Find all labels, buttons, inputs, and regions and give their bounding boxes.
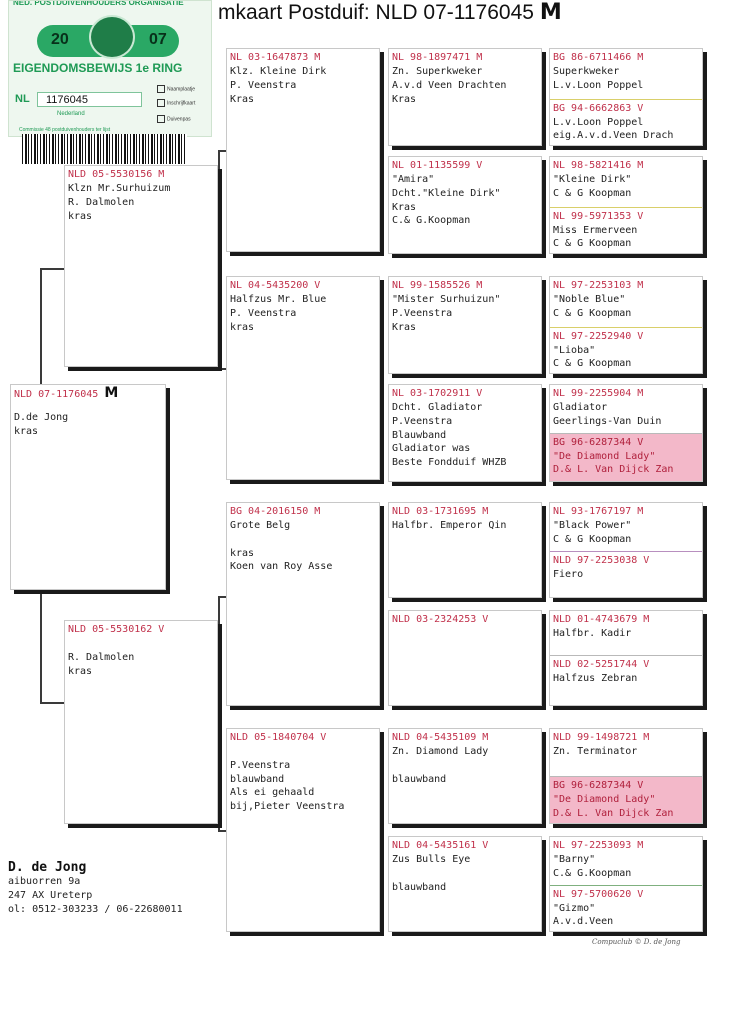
ring-number: NLD 01-4743679 M: [553, 614, 650, 625]
pedigree-grandparent: [226, 502, 380, 706]
ring-number: NLD 05-5530156 M: [68, 169, 165, 180]
ring-number: NL 97-2253103 M: [553, 280, 644, 291]
ring-number: NL 04-5435200 V: [230, 280, 321, 291]
ring-number: NL 03-1702911 V: [392, 388, 483, 399]
bird-details: Miss Ermerveen C & G Koopman: [553, 224, 638, 250]
card-ring-number: 1176045: [37, 92, 142, 107]
ring-number: NLD 04-5435109 M: [392, 732, 489, 743]
pair-divider: [550, 776, 702, 824]
pair-divider: [550, 327, 702, 372]
ownership-card: [8, 0, 212, 137]
card-year-left: 20: [51, 31, 69, 48]
card-footer: Commissie 48 postduivenhouders ter lijst: [19, 127, 111, 133]
pair-divider: [550, 655, 702, 686]
pedigree-sire: [64, 165, 218, 367]
page-title: [218, 0, 562, 25]
bird-details: Zn. Diamond Lady blauwband: [392, 746, 489, 785]
pedigree-great-grandparent: [388, 610, 542, 706]
pedigree-great-grandparent: [388, 156, 542, 254]
bird-details: Zn. Superkweker A.v.d Veen Drachten Kras: [392, 66, 507, 105]
ring-number: NLD 07-1176045 M: [14, 385, 119, 401]
bird-details: Zus Bulls Eye blauwband: [392, 854, 471, 893]
ring-number: BG 96-6287344 V: [553, 436, 644, 448]
ring-number: NL 99-5971353 V: [553, 210, 644, 222]
card-option: Duivenpas: [157, 115, 191, 123]
card-org: NED. POSTDUIVENHOUDERS ORGANISATIE: [13, 0, 184, 7]
pedigree-great-grandparent: [388, 384, 542, 482]
bird-details: Zn. Terminator: [553, 746, 638, 757]
pedigree-dam: [64, 620, 218, 824]
pedigree-great-grandparent: [388, 836, 542, 932]
card-emblem-icon: [89, 15, 135, 59]
pedigree-gen4-pair: [549, 384, 703, 482]
ring-number: NLD 97-2253038 V: [553, 554, 650, 566]
bird-details: "Noble Blue" C & G Koopman: [553, 294, 632, 319]
ring-number: NLD 04-5435161 V: [392, 840, 489, 851]
pedigree-gen4-pair: [549, 48, 703, 146]
bird-details: Halfbr. Kadir: [553, 628, 632, 639]
bird-details: Superkweker L.v.Loon Poppel: [553, 66, 644, 91]
connector-line: [40, 702, 66, 704]
bird-details: Halfzus Zebran: [553, 672, 638, 684]
copyright: Compuclub © D. de Jong: [592, 938, 681, 946]
pedigree-gen4-pair: [549, 276, 703, 374]
ring-number: BG 04-2016150 M: [230, 506, 321, 517]
ring-number: NL 98-5821416 M: [553, 160, 644, 171]
card-heading: EIGENDOMSBEWIJS 1e RING: [13, 61, 183, 75]
pedigree-grandparent: [226, 276, 380, 480]
card-country-code: NL: [15, 93, 30, 105]
bird-details: "Mister Surhuizun" P.Veenstra Kras: [392, 294, 501, 333]
pedigree-subject: [10, 384, 166, 590]
pedigree-great-grandparent: [388, 276, 542, 374]
bird-details: L.v.Loon Poppel eig.A.v.d.Veen Drach: [553, 116, 674, 142]
card-country-name: Nederland: [57, 111, 85, 117]
bird-details: "De Diamond Lady" D.& L. Van Dijck Zan: [553, 793, 674, 819]
pedigree-great-grandparent: [388, 728, 542, 824]
ring-number: NL 97-2253093 M: [553, 840, 644, 851]
bird-details: Dcht. Gladiator P.Veenstra Blauwband Gladiator was Beste Fondduif WHZB: [392, 402, 507, 469]
pedigree-great-grandparent: [388, 48, 542, 146]
ring-number: NLD 05-5530162 V: [68, 624, 165, 635]
bird-details: D.de Jong kras: [14, 412, 69, 437]
ring-number: NL 93-1767197 M: [553, 506, 644, 517]
owner-info: [8, 860, 183, 917]
connector-line: [218, 150, 220, 370]
owner-name: D. de Jong: [8, 860, 87, 875]
bird-details: "Lioba" C & G Koopman: [553, 344, 632, 370]
checkbox-icon: [157, 85, 165, 93]
pair-divider: [550, 99, 702, 144]
checkbox-icon: [157, 99, 165, 107]
pedigree-grandparent: [226, 48, 380, 252]
pair-divider: [550, 433, 702, 482]
bird-details: "Gizmo" A.v.d.Veen: [553, 902, 614, 928]
ring-number: BG 94-6662863 V: [553, 102, 644, 114]
bird-details: Halfbr. Emperor Qin: [392, 520, 507, 531]
ring-number: NLD 05-1840704 V: [230, 732, 327, 743]
ring-number: NLD 99-1498721 M: [553, 732, 650, 743]
card-option: Inschrijfkaart: [157, 99, 195, 107]
ring-number: NL 99-1585526 M: [392, 280, 483, 291]
owner-city: 247 AX Ureterp: [8, 890, 93, 901]
ring-number: NL 97-5700620 V: [553, 888, 644, 900]
bird-details: P.Veenstra blauwband Als ei gehaald bij,Pieter Veenstra: [230, 759, 345, 813]
barcode-icon: [22, 134, 187, 164]
card-option: Naamplaatje: [157, 85, 195, 93]
bird-details: R. Dalmolen kras: [68, 651, 135, 677]
pedigree-gen4-pair: [549, 728, 703, 824]
title-text: mkaart Postduif: NLD 07-1176045: [218, 1, 534, 24]
pair-divider: [550, 885, 702, 930]
bird-details: Klzn Mr.Surhuizum R. Dalmolen kras: [68, 183, 171, 222]
handwritten-sex-mark: M: [539, 0, 562, 25]
pedigree-gen4-pair: [549, 836, 703, 932]
ring-number: NL 01-1135599 V: [392, 160, 483, 171]
bird-details: "Amira" Dcht."Kleine Dirk" Kras C.& G.Koopman: [392, 174, 501, 227]
bird-details: "De Diamond Lady" D.& L. Van Dijck Zan: [553, 450, 674, 476]
ring-number: NL 98-1897471 M: [392, 52, 483, 63]
ring-number: BG 86-6711466 M: [553, 52, 644, 63]
ring-number: NLD 02-5251744 V: [553, 658, 650, 670]
owner-phone: ol: 0512-303233 / 06-22680011: [8, 904, 183, 915]
handwritten-sex-mark: M: [104, 385, 119, 401]
card-year-right: 07: [149, 31, 167, 48]
bird-details: [389, 626, 541, 627]
connector-line: [40, 268, 66, 270]
pair-divider: [550, 207, 702, 252]
bird-details: "Black Power" C & G Koopman: [553, 520, 632, 545]
ring-number: NLD 03-1731695 M: [392, 506, 489, 517]
connector-line: [218, 596, 220, 832]
bird-details: "Barny" C.& G.Koopman: [553, 854, 632, 879]
bird-details: Klz. Kleine Dirk P. Veenstra Kras: [230, 66, 327, 105]
ring-number: NL 97-2252940 V: [553, 330, 644, 342]
bird-details: Halfzus Mr. Blue P. Veenstra kras: [230, 294, 327, 333]
owner-street: aibuorren 9a: [8, 876, 81, 887]
connector-line: [40, 268, 42, 388]
bird-details: "Kleine Dirk" C & G Koopman: [553, 174, 632, 199]
pedigree-gen4-pair: [549, 156, 703, 254]
checkbox-icon: [157, 115, 165, 123]
connector-line: [40, 590, 42, 704]
pedigree-gen4-pair: [549, 610, 703, 706]
ring-number: NLD 03-2324253 V: [392, 614, 489, 625]
bird-details: Grote Belg kras Koen van Roy Asse: [230, 520, 333, 573]
pedigree-great-grandparent: [388, 502, 542, 598]
pedigree-grandparent: [226, 728, 380, 932]
bird-details: Fiero: [553, 568, 584, 580]
ring-number: NL 99-2255904 M: [553, 388, 644, 399]
bird-details: Gladiator Geerlings-Van Duin: [553, 402, 662, 427]
pedigree-gen4-pair: [549, 502, 703, 598]
pair-divider: [550, 551, 702, 582]
ring-number: BG 96-6287344 V: [553, 779, 644, 791]
ring-number: NL 03-1647873 M: [230, 52, 321, 63]
